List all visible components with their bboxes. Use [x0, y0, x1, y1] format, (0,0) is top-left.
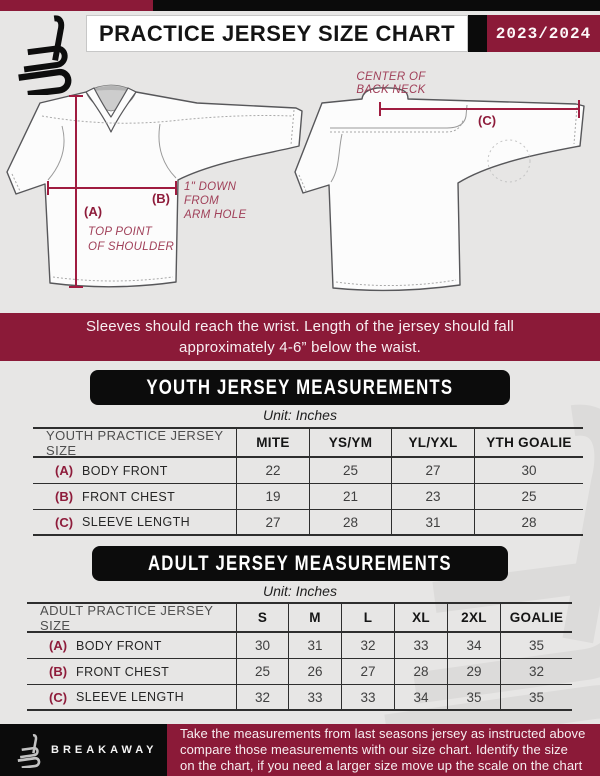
adult-a-xl: 33: [394, 633, 447, 659]
title-divider: [468, 15, 487, 52]
adult-row-c-label: [27, 685, 236, 711]
youth-a-ysym: 25: [309, 458, 391, 484]
measure-key-b: (B): [55, 489, 74, 504]
adult-a-goalie: 35: [500, 633, 572, 659]
adult-b-m: 26: [288, 659, 341, 685]
adult-heading: ADULT JERSEY MEASUREMENTS: [148, 551, 452, 575]
topbar-black-segment: [0, 0, 600, 11]
youth-heading-wrap: [0, 370, 600, 405]
label-c: (C): [478, 113, 497, 128]
adult-header-m: M: [288, 604, 341, 633]
youth-header-ylyxl: YL/YXL: [391, 429, 474, 458]
fit-notice-banner: [0, 313, 600, 361]
youth-header-goalie: YTH GOALIE: [474, 429, 583, 458]
youth-a-mite: 22: [236, 458, 309, 484]
adult-row-a-label: [27, 633, 236, 659]
youth-size-table: [33, 427, 583, 536]
adult-heading-wrap: [0, 546, 600, 581]
note-c-line1: CENTER OF: [356, 71, 426, 83]
footer-instruction-line1: Take the measurements from last seasons jersey as instructed above: [180, 726, 586, 742]
adult-a-2xl: 34: [447, 633, 500, 659]
adult-c-2xl: 35: [447, 685, 500, 711]
measure-label-b: FRONT CHEST: [76, 664, 170, 679]
footer-instruction-line2: compare those measurements with our size chart. Identify the size: [180, 742, 569, 758]
adult-b-s: 25: [236, 659, 288, 685]
measure-key-a: (A): [49, 638, 68, 653]
note-b-line3: ARM HOLE: [184, 209, 247, 221]
adult-a-l: 32: [341, 633, 394, 659]
youth-row-a-label: [33, 458, 236, 484]
adult-size-table: [27, 602, 572, 711]
youth-header-ysym: YS/YM: [309, 429, 391, 458]
jersey-diagram: [0, 54, 600, 316]
season-badge: [487, 15, 600, 52]
adult-b-2xl: 29: [447, 659, 500, 685]
adult-b-goalie: 32: [500, 659, 572, 685]
adult-c-l: 33: [341, 685, 394, 711]
header: [86, 15, 600, 52]
breakaway-logo-icon: [16, 13, 76, 95]
footer: [0, 724, 600, 776]
measure-key-c: (C): [49, 689, 68, 705]
measure-label-a: BODY FRONT: [82, 463, 168, 478]
footer-brand-block: [0, 724, 167, 776]
adult-header-2xl: 2XL: [447, 604, 500, 633]
title-box: [86, 15, 468, 52]
footer-instructions: [167, 724, 600, 776]
youth-b-mite: 19: [236, 484, 309, 510]
footer-brand-name: BREAKAWAY: [51, 744, 158, 756]
youth-c-goalie: 28: [474, 510, 583, 536]
adult-a-m: 31: [288, 633, 341, 659]
measure-key-a: (A): [55, 463, 74, 478]
label-a: (A): [84, 204, 103, 219]
youth-header-mite: MITE: [236, 429, 309, 458]
note-b-line2: FROM: [184, 195, 220, 207]
footer-instruction-line3: on the chart, if you need a larger size move up the scale on the chart: [180, 757, 583, 773]
label-b: (B): [151, 191, 170, 206]
adult-header-size: ADULT PRACTICE JERSEY SIZE: [27, 604, 236, 633]
note-a-line2: OF SHOULDER: [88, 241, 175, 253]
youth-b-goalie: 25: [474, 484, 583, 510]
youth-a-goalie: 30: [474, 458, 583, 484]
youth-heading: YOUTH JERSEY MEASUREMENTS: [146, 375, 454, 399]
youth-a-ylyxl: 27: [391, 458, 474, 484]
note-a-line1: TOP POINT: [88, 226, 153, 238]
back-jersey-drawing: [295, 88, 584, 291]
fit-notice-line2: approximately 4-6” below the waist.: [178, 339, 422, 356]
adult-unit-label: Unit: Inches: [263, 583, 337, 599]
youth-header-size: YOUTH PRACTICE JERSEY SIZE: [33, 429, 236, 458]
adult-header-xl: XL: [394, 604, 447, 633]
adult-header-s: S: [236, 604, 288, 633]
breakaway-footer-logo-icon: [17, 733, 42, 768]
measure-key-b: (B): [49, 664, 68, 679]
adult-c-goalie: 35: [500, 685, 572, 711]
measure-label-a: BODY FRONT: [76, 638, 162, 653]
measure-key-c: (C): [55, 514, 74, 530]
front-jersey-drawing: [7, 85, 302, 287]
adult-c-xl: 34: [394, 685, 447, 711]
youth-c-mite: 27: [236, 510, 309, 536]
adult-c-s: 32: [236, 685, 288, 711]
note-b-line1: 1" DOWN: [184, 181, 237, 193]
adult-b-xl: 28: [394, 659, 447, 685]
topbar-maroon-segment: [0, 0, 153, 11]
measure-label-b: FRONT CHEST: [82, 489, 176, 504]
fit-notice-line1: Sleeves should reach the wrist. Length of the jersey should fall: [85, 318, 515, 335]
youth-c-ysym: 28: [309, 510, 391, 536]
adult-a-s: 30: [236, 633, 288, 659]
season-label: 2023/2024: [495, 24, 592, 43]
adult-header-goalie: GOALIE: [500, 604, 572, 633]
youth-unit-label: Unit: Inches: [263, 407, 337, 423]
adult-c-m: 33: [288, 685, 341, 711]
youth-c-ylyxl: 31: [391, 510, 474, 536]
measure-label-c: SLEEVE LENGTH: [82, 515, 191, 529]
youth-row-b-label: [33, 484, 236, 510]
youth-b-ylyxl: 23: [391, 484, 474, 510]
adult-header-l: L: [341, 604, 394, 633]
youth-row-c-label: [33, 510, 236, 536]
note-c-line2: BACK NECK: [356, 84, 426, 96]
youth-heading-pill: [90, 370, 510, 405]
youth-b-ysym: 21: [309, 484, 391, 510]
adult-row-b-label: [27, 659, 236, 685]
adult-heading-pill: [92, 546, 508, 581]
page-title: PRACTICE JERSEY SIZE CHART: [98, 20, 456, 46]
measure-label-c: SLEEVE LENGTH: [76, 690, 185, 704]
adult-b-l: 27: [341, 659, 394, 685]
